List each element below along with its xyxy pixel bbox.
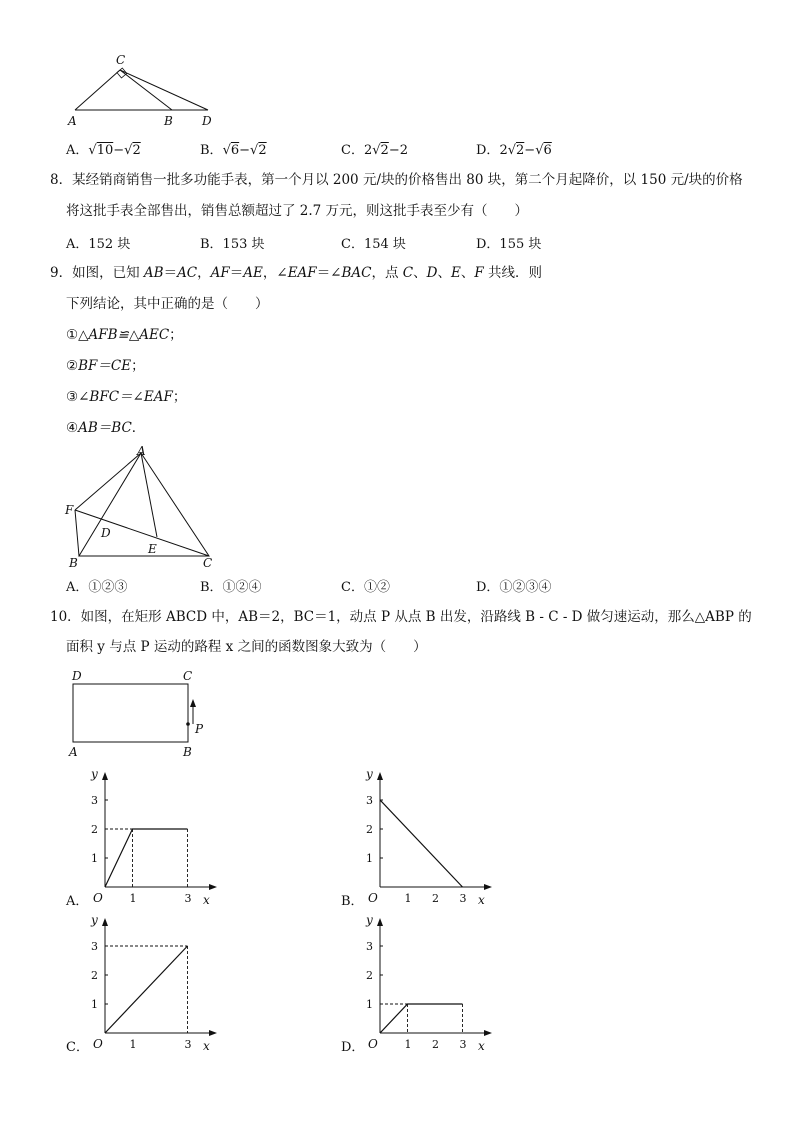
q8-option-b: B．153 块 — [200, 237, 265, 252]
q7-label-a: A — [68, 114, 77, 128]
y-tick-label: 3 — [366, 940, 373, 953]
x-tick-label: 2 — [432, 1038, 439, 1051]
q10-rectangle-figure — [62, 667, 222, 762]
origin-label: O — [368, 1037, 378, 1051]
q8-option-c: C．154 块 — [341, 237, 406, 252]
x-axis-arrow — [484, 884, 492, 890]
y-tick-label: 3 — [91, 794, 98, 807]
y-axis-label: y — [91, 767, 98, 781]
x-axis-arrow — [484, 1030, 492, 1036]
q7-label-c: C — [116, 53, 126, 67]
q9-conclusion-3: ③∠BFC＝∠EAF； — [66, 389, 187, 405]
q9-option-c: C．①② — [341, 580, 390, 595]
y-tick-label: 1 — [366, 998, 373, 1011]
graph-label-d: D． — [341, 1040, 365, 1055]
q7-option-a: A．√10−√2 — [66, 143, 141, 158]
x-tick-label: 3 — [459, 892, 467, 905]
q9-line-2: 下列结论，其中正确的是（ ） — [66, 296, 269, 312]
y-tick-label: 1 — [91, 852, 98, 865]
q8-option-a: A．152 块 — [66, 237, 131, 252]
q10-label-d: D — [72, 669, 82, 683]
y-tick-label: 3 — [91, 940, 98, 953]
x-tick-label: 3 — [459, 1038, 467, 1051]
q9-conclusion-1: ①△AFB≌△AEC； — [66, 327, 183, 343]
q9-label-a: A — [137, 444, 146, 458]
y-axis-label: y — [366, 913, 373, 927]
x-tick-label: 2 — [432, 892, 439, 905]
x-axis-arrow — [209, 1030, 217, 1036]
q7-option-b: B．√6−√2 — [200, 143, 267, 158]
q9-label-c: C — [203, 556, 213, 570]
x-axis-label: x — [203, 1039, 210, 1053]
x-tick-label: 1 — [129, 892, 137, 905]
x-tick-label: 3 — [184, 1038, 192, 1051]
origin-label: O — [368, 891, 378, 905]
q9-conclusion-4: ④AB＝BC． — [66, 420, 146, 436]
y-tick-label: 3 — [366, 794, 373, 807]
y-tick-label: 2 — [366, 969, 373, 982]
q9-line-1: 9．如图，已知 AB＝AC，AF＝AE，∠EAF＝∠BAC，点 C、D、E、F 共线．则 — [50, 265, 542, 281]
q7-option-d: D．2√2−√6 — [476, 143, 552, 158]
q9-option-d: D．①②③④ — [476, 580, 552, 595]
y-tick-label: 2 — [91, 969, 98, 982]
q9-label-e: E — [148, 542, 157, 556]
graph-label-a: A． — [66, 894, 89, 909]
y-axis-arrow — [102, 918, 108, 926]
x-axis-label: x — [203, 893, 210, 907]
y-axis-arrow — [377, 772, 383, 780]
q9-label-f: F — [65, 503, 74, 517]
x-tick-label: 1 — [404, 1038, 412, 1051]
function-line — [380, 800, 463, 887]
q9-conclusion-2: ②BF＝CE； — [66, 358, 145, 374]
q10-label-c: C — [183, 669, 193, 683]
q7-label-d: D — [202, 114, 212, 128]
q10-line-2: 面积 y 与点 P 运动的路程 x 之间的函数图象大致为（ ） — [66, 639, 427, 655]
function-line — [105, 946, 188, 1033]
q9-label-b: B — [69, 556, 78, 570]
origin-label: O — [93, 1037, 103, 1051]
function-line — [380, 1004, 463, 1033]
graph-d — [360, 908, 500, 1053]
y-tick-label: 2 — [91, 823, 98, 836]
q10-label-b: B — [183, 745, 192, 759]
q7-label-b: B — [164, 114, 173, 128]
y-axis-arrow — [102, 772, 108, 780]
graph-label-c: C． — [66, 1040, 89, 1055]
q9-option-b: B．①②④ — [200, 580, 262, 595]
q8-line-1: 8．某经销商销售一批多功能手表，第一个月以 200 元/块的价格售出 80 块，第二个月起降价，以 150 元/块的价格 — [50, 172, 743, 188]
q9-option-a: A．①②③ — [66, 580, 128, 595]
x-axis-label: x — [478, 1039, 485, 1053]
y-tick-label: 1 — [91, 998, 98, 1011]
graph-c — [85, 908, 225, 1053]
q7-option-c: C．2√2−2 — [341, 143, 408, 158]
x-axis-arrow — [209, 884, 217, 890]
y-axis-label: y — [91, 913, 98, 927]
x-tick-label: 3 — [184, 892, 192, 905]
x-axis-label: x — [478, 893, 485, 907]
graph-b — [360, 762, 500, 907]
y-tick-label: 2 — [366, 823, 373, 836]
graph-a — [85, 762, 225, 907]
q10-label-p: P — [195, 722, 204, 736]
x-tick-label: 1 — [129, 1038, 137, 1051]
q7-triangle-figure — [60, 50, 220, 130]
y-axis-arrow — [377, 918, 383, 926]
y-tick-label: 1 — [366, 852, 373, 865]
origin-label: O — [93, 891, 103, 905]
q10-line-1: 10．如图，在矩形 ABCD 中，AB＝2，BC＝1，动点 P 从点 B 出发，沿路线 B - C - D 做匀速运动，那么△ABP 的 — [50, 609, 752, 625]
graph-label-b: B． — [341, 894, 364, 909]
y-axis-label: y — [366, 767, 373, 781]
q8-line-2: 将这批手表全部售出，销售总额超过了 2.7 万元，则这批手表至少有（ ） — [66, 203, 529, 219]
x-tick-label: 1 — [404, 892, 412, 905]
q9-triangle-figure — [60, 443, 220, 573]
function-line — [105, 829, 188, 887]
q9-label-d: D — [101, 526, 111, 540]
q8-option-d: D．155 块 — [476, 237, 542, 252]
q10-label-a: A — [69, 745, 78, 759]
